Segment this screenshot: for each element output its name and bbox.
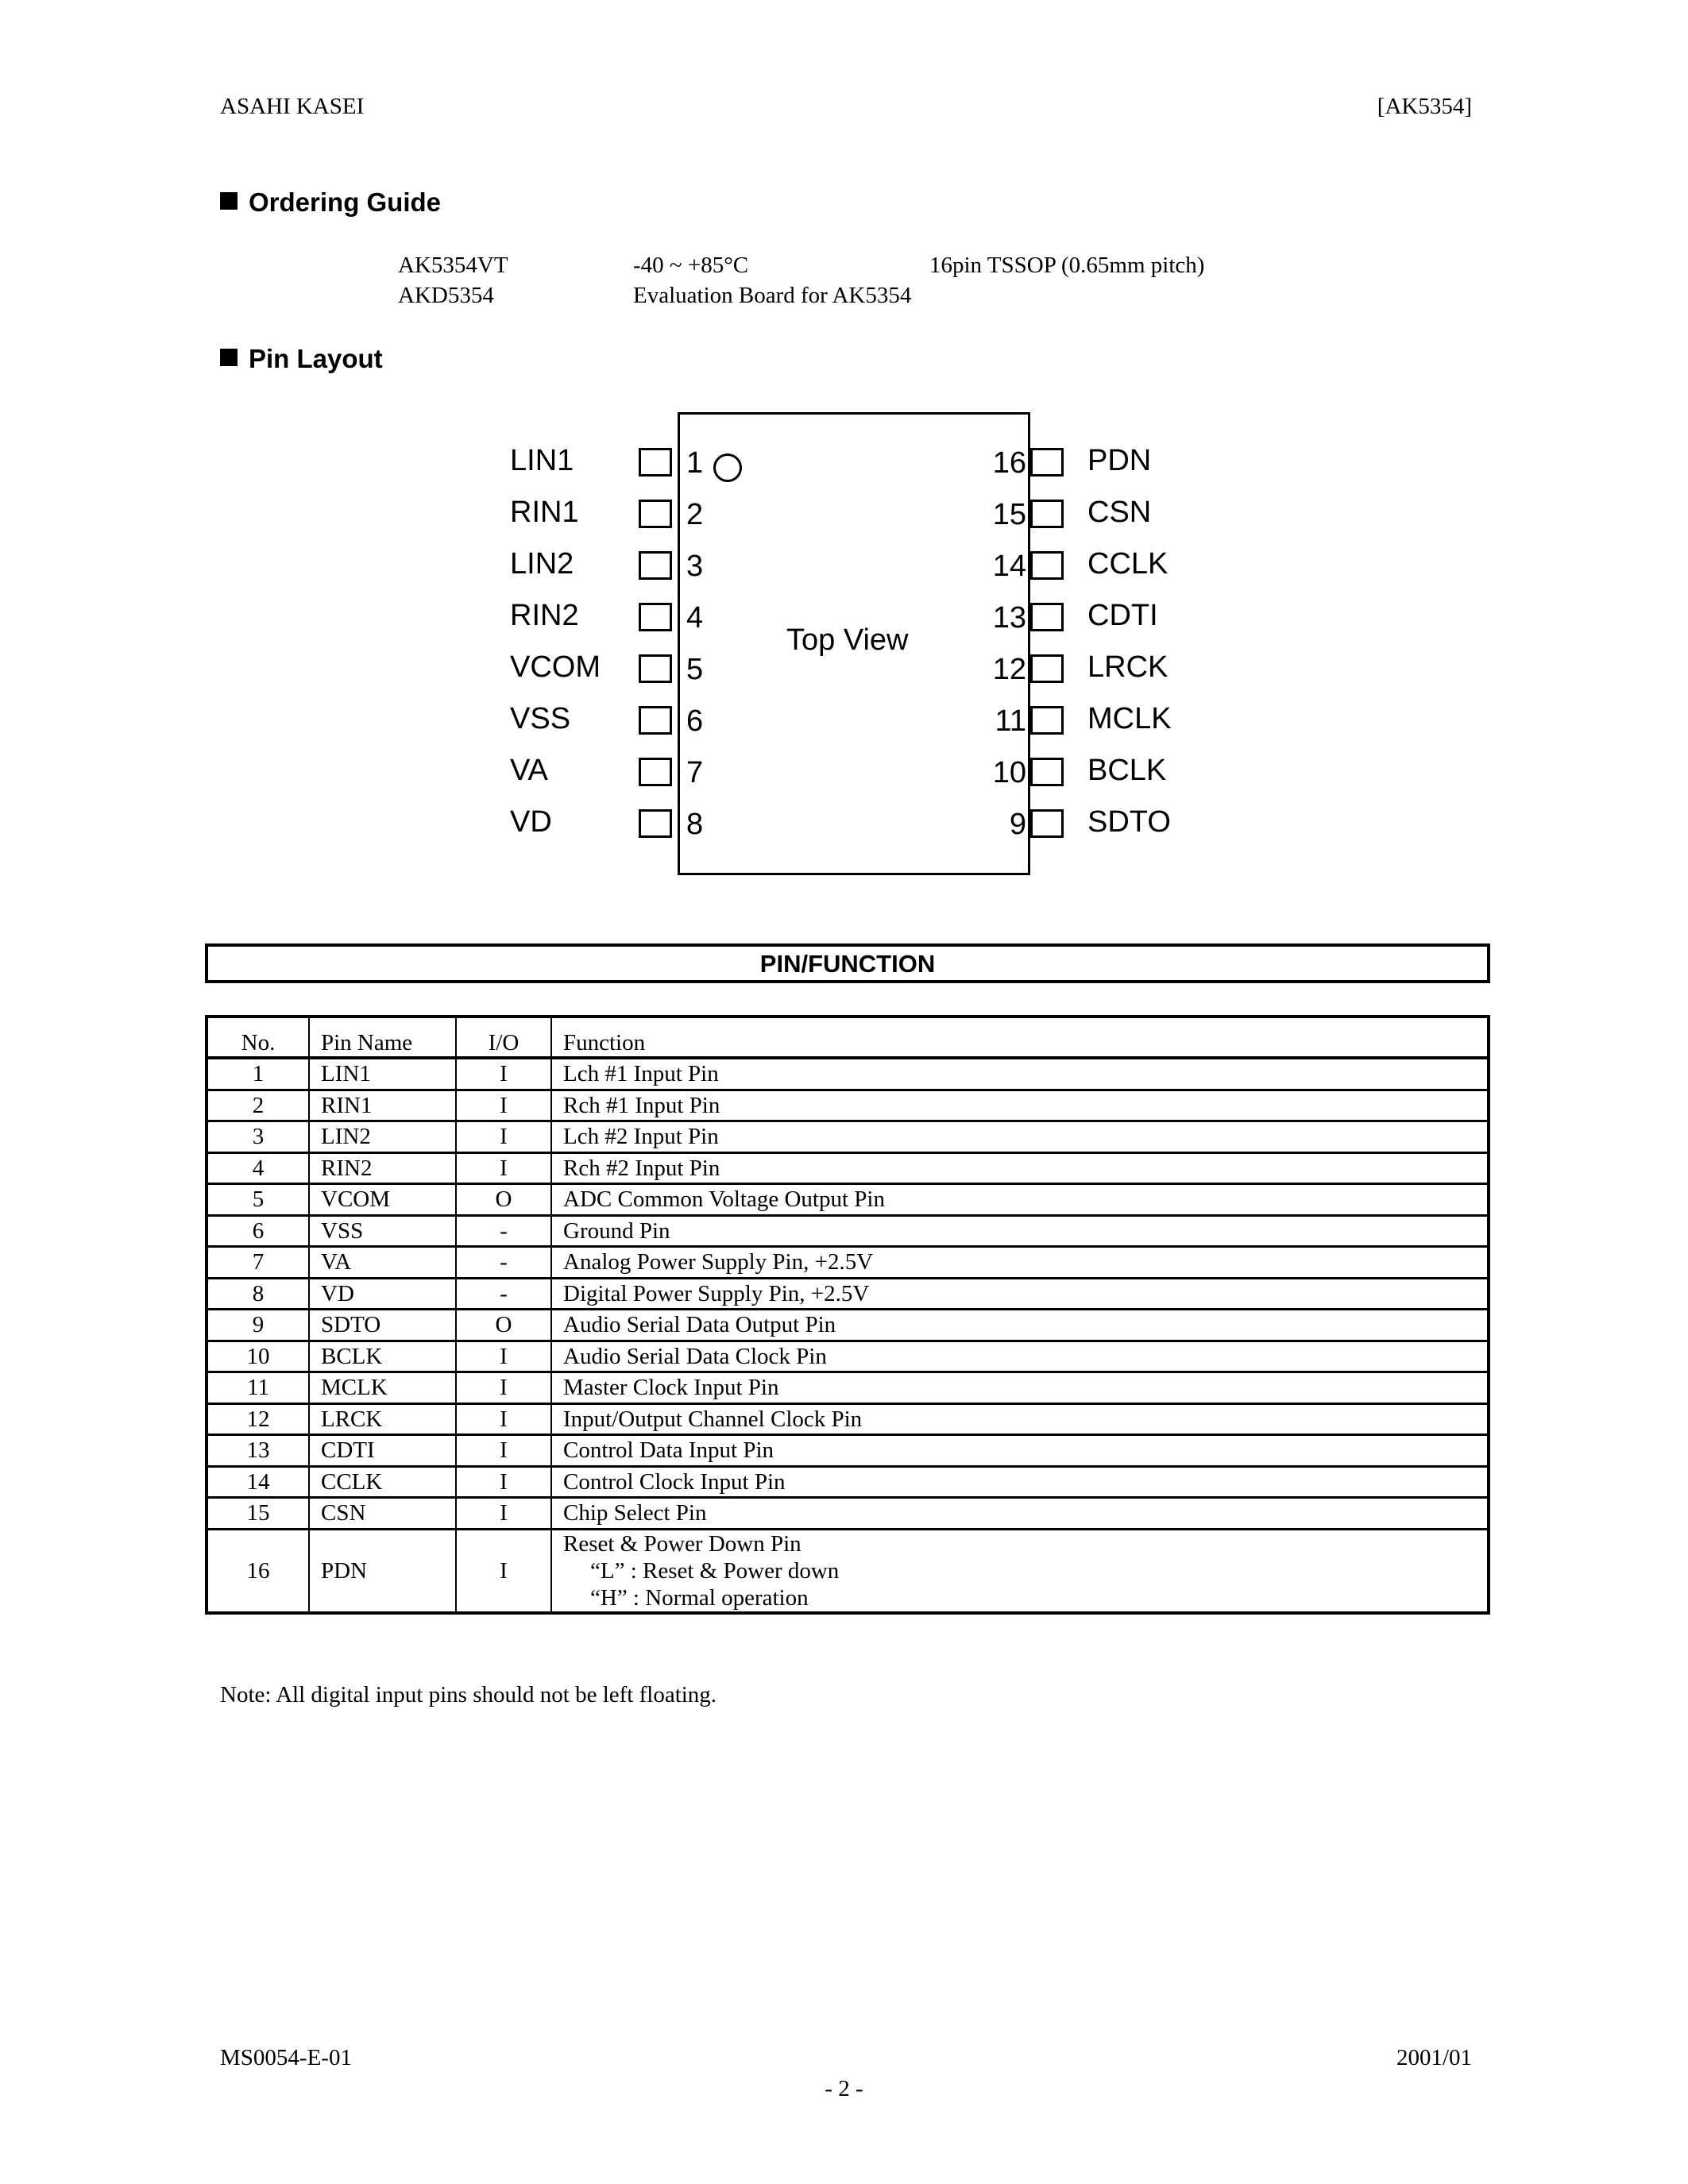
pin-pad: [639, 603, 672, 631]
function-main: Reset & Power Down Pin: [563, 1530, 802, 1557]
cell-io: I: [456, 1058, 551, 1090]
pin-name-right: LRCK: [1087, 650, 1168, 684]
pin-number: 3: [686, 550, 704, 583]
header-part-number: [AK5354]: [1377, 94, 1472, 119]
cell-no: 2: [207, 1090, 309, 1121]
table-row: [207, 1184, 1489, 1216]
cell-no: 12: [207, 1403, 309, 1435]
cell-io: I: [456, 1403, 551, 1435]
ordering-desc-1: -40 ~ +85°C: [633, 253, 749, 278]
cell-function: Master Clock Input Pin: [551, 1372, 1489, 1404]
cell-function: [551, 1529, 1489, 1613]
pin-name-right: CDTI: [1087, 599, 1158, 632]
pin-number: 2: [686, 498, 704, 531]
cell-no: 13: [207, 1435, 309, 1467]
cell-io: I: [456, 1466, 551, 1498]
pin-name-left: VCOM: [510, 650, 601, 684]
cell-pin-name: CDTI: [309, 1435, 456, 1467]
table-row: [207, 1529, 1489, 1613]
pin-name-left: LIN1: [510, 444, 574, 477]
cell-function: Rch #1 Input Pin: [551, 1090, 1489, 1121]
cell-no: 10: [207, 1341, 309, 1372]
cell-function: Chip Select Pin: [551, 1498, 1489, 1530]
pin-pad: [639, 500, 672, 528]
pin-number: 9: [1009, 808, 1026, 841]
cell-io: -: [456, 1247, 551, 1279]
ordering-guide-title: Ordering Guide: [249, 187, 442, 217]
table-header-row: [207, 1017, 1489, 1058]
pin-name-left: VSS: [510, 702, 571, 735]
cell-function: Audio Serial Data Output Pin: [551, 1310, 1489, 1341]
table-row: [207, 1310, 1489, 1341]
cell-function: Lch #2 Input Pin: [551, 1121, 1489, 1153]
cell-pin-name: LIN2: [309, 1121, 456, 1153]
cell-io: -: [456, 1278, 551, 1310]
pin-pad: [1030, 603, 1064, 631]
cell-pin-name: LIN1: [309, 1058, 456, 1090]
table-row: [207, 1466, 1489, 1498]
pin-name-left: LIN2: [510, 547, 574, 581]
cell-pin-name: RIN2: [309, 1152, 456, 1184]
cell-io: I: [456, 1498, 551, 1530]
function-sub-h: “H” : Normal operation: [590, 1584, 809, 1611]
cell-function: ADC Common Voltage Output Pin: [551, 1184, 1489, 1216]
footer-doc-number: MS0054-E-01: [220, 2045, 352, 2070]
cell-pin-name: VA: [309, 1247, 456, 1279]
pin-name-left: VD: [510, 805, 552, 839]
pin-function-table: [205, 1015, 1490, 1615]
cell-no: 11: [207, 1372, 309, 1404]
cell-function: Input/Output Channel Clock Pin: [551, 1403, 1489, 1435]
pin-pad: [1030, 758, 1064, 786]
pin-name-right: MCLK: [1087, 702, 1172, 735]
cell-no: 16: [207, 1529, 309, 1613]
table-row: [207, 1278, 1489, 1310]
pin-number: 12: [992, 653, 1026, 686]
pin-name-right: CCLK: [1087, 547, 1168, 581]
cell-pin-name: PDN: [309, 1529, 456, 1613]
pin-name-right: SDTO: [1087, 805, 1171, 839]
table-row: [207, 1152, 1489, 1184]
pin-number: 15: [992, 498, 1026, 531]
cell-io: I: [456, 1435, 551, 1467]
table-row: [207, 1435, 1489, 1467]
cell-pin-name: SDTO: [309, 1310, 456, 1341]
cell-pin-name: VCOM: [309, 1184, 456, 1216]
pin-pad: [639, 706, 672, 735]
cell-function: Audio Serial Data Clock Pin: [551, 1341, 1489, 1372]
function-sub-l: “L” : Reset & Power down: [590, 1557, 840, 1584]
pin-number: 8: [686, 808, 704, 841]
square-bullet-icon: [220, 349, 238, 366]
pin1-marker-icon: [713, 453, 742, 482]
cell-io: I: [456, 1152, 551, 1184]
cell-function: Digital Power Supply Pin, +2.5V: [551, 1278, 1489, 1310]
col-header-no: No.: [207, 1017, 309, 1058]
cell-no: 6: [207, 1215, 309, 1247]
cell-pin-name: CCLK: [309, 1466, 456, 1498]
pin-pad: [639, 654, 672, 683]
cell-io: I: [456, 1090, 551, 1121]
cell-pin-name: BCLK: [309, 1341, 456, 1372]
table-row: [207, 1090, 1489, 1121]
table-row: [207, 1247, 1489, 1279]
pin-number: 5: [686, 653, 704, 686]
pin-number: 14: [992, 550, 1026, 583]
cell-io: I: [456, 1341, 551, 1372]
pin-pad: [1030, 551, 1064, 580]
table-row: [207, 1372, 1489, 1404]
pin-name-right: CSN: [1087, 496, 1152, 529]
pin-number: 10: [992, 756, 1026, 789]
ordering-package-1: 16pin TSSOP (0.65mm pitch): [929, 253, 1205, 278]
table-row: [207, 1215, 1489, 1247]
note-text: Note: All digital input pins should not be left floating.: [220, 1682, 717, 1707]
pin-number: 1: [686, 446, 704, 480]
cell-pin-name: RIN1: [309, 1090, 456, 1121]
table-row: [207, 1403, 1489, 1435]
pin-pad: [1030, 448, 1064, 477]
cell-function: Control Data Input Pin: [551, 1435, 1489, 1467]
cell-pin-name: LRCK: [309, 1403, 456, 1435]
cell-io: I: [456, 1121, 551, 1153]
cell-io: -: [456, 1215, 551, 1247]
pin-number: 11: [995, 704, 1026, 738]
cell-no: 3: [207, 1121, 309, 1153]
pin-pad: [1030, 809, 1064, 838]
cell-no: 14: [207, 1466, 309, 1498]
col-header-pin-name: Pin Name: [309, 1017, 456, 1058]
pin-pad: [639, 551, 672, 580]
pin-name-left: VA: [510, 754, 548, 787]
ordering-desc-2: Evaluation Board for AK5354: [633, 283, 912, 308]
cell-io: O: [456, 1310, 551, 1341]
cell-no: 7: [207, 1247, 309, 1279]
pin-pad: [1030, 706, 1064, 735]
cell-function: Rch #2 Input Pin: [551, 1152, 1489, 1184]
pin-name-left: RIN1: [510, 496, 579, 529]
pin-pad: [639, 448, 672, 477]
pin-pad: [1030, 654, 1064, 683]
table-row: [207, 1341, 1489, 1372]
cell-no: 1: [207, 1058, 309, 1090]
pin-number: 7: [686, 756, 704, 789]
col-header-io: I/O: [456, 1017, 551, 1058]
pin-number: 13: [992, 601, 1026, 635]
cell-no: 5: [207, 1184, 309, 1216]
pin-pad: [639, 758, 672, 786]
top-view-label: Top View: [786, 623, 909, 657]
ordering-guide-heading: [220, 187, 441, 218]
cell-no: 8: [207, 1278, 309, 1310]
col-header-function: Function: [551, 1017, 1489, 1058]
pin-name-right: PDN: [1087, 444, 1152, 477]
pin-name-right: BCLK: [1087, 754, 1167, 787]
cell-io: I: [456, 1372, 551, 1404]
pin-number: 4: [686, 601, 704, 635]
ordering-part-2: AKD5354: [398, 283, 494, 308]
footer-page-number: - 2 -: [825, 2076, 863, 2101]
cell-io: O: [456, 1184, 551, 1216]
pin-name-left: RIN2: [510, 599, 579, 632]
cell-function: Lch #1 Input Pin: [551, 1058, 1489, 1090]
pin-number: 6: [686, 704, 704, 738]
cell-function: Control Clock Input Pin: [551, 1466, 1489, 1498]
cell-function: Analog Power Supply Pin, +2.5V: [551, 1247, 1489, 1279]
cell-pin-name: MCLK: [309, 1372, 456, 1404]
cell-no: 4: [207, 1152, 309, 1184]
cell-pin-name: CSN: [309, 1498, 456, 1530]
square-bullet-icon: [220, 192, 238, 210]
cell-pin-name: VD: [309, 1278, 456, 1310]
cell-no: 9: [207, 1310, 309, 1341]
cell-no: 15: [207, 1498, 309, 1530]
ordering-part-1: AK5354VT: [398, 253, 508, 278]
table-row: [207, 1498, 1489, 1530]
pin-function-title: PIN/FUNCTION: [205, 943, 1490, 983]
cell-pin-name: VSS: [309, 1215, 456, 1247]
table-row: [207, 1121, 1489, 1153]
table-row: [207, 1058, 1489, 1090]
pin-layout-heading: [220, 344, 383, 374]
header-company: ASAHI KASEI: [220, 94, 365, 119]
pin-pad: [1030, 500, 1064, 528]
pin-number: 16: [992, 446, 1026, 480]
cell-function: Ground Pin: [551, 1215, 1489, 1247]
pin-pad: [639, 809, 672, 838]
cell-io: I: [456, 1529, 551, 1613]
pin-layout-title: Pin Layout: [249, 344, 383, 373]
footer-date: 2001/01: [1396, 2045, 1472, 2070]
